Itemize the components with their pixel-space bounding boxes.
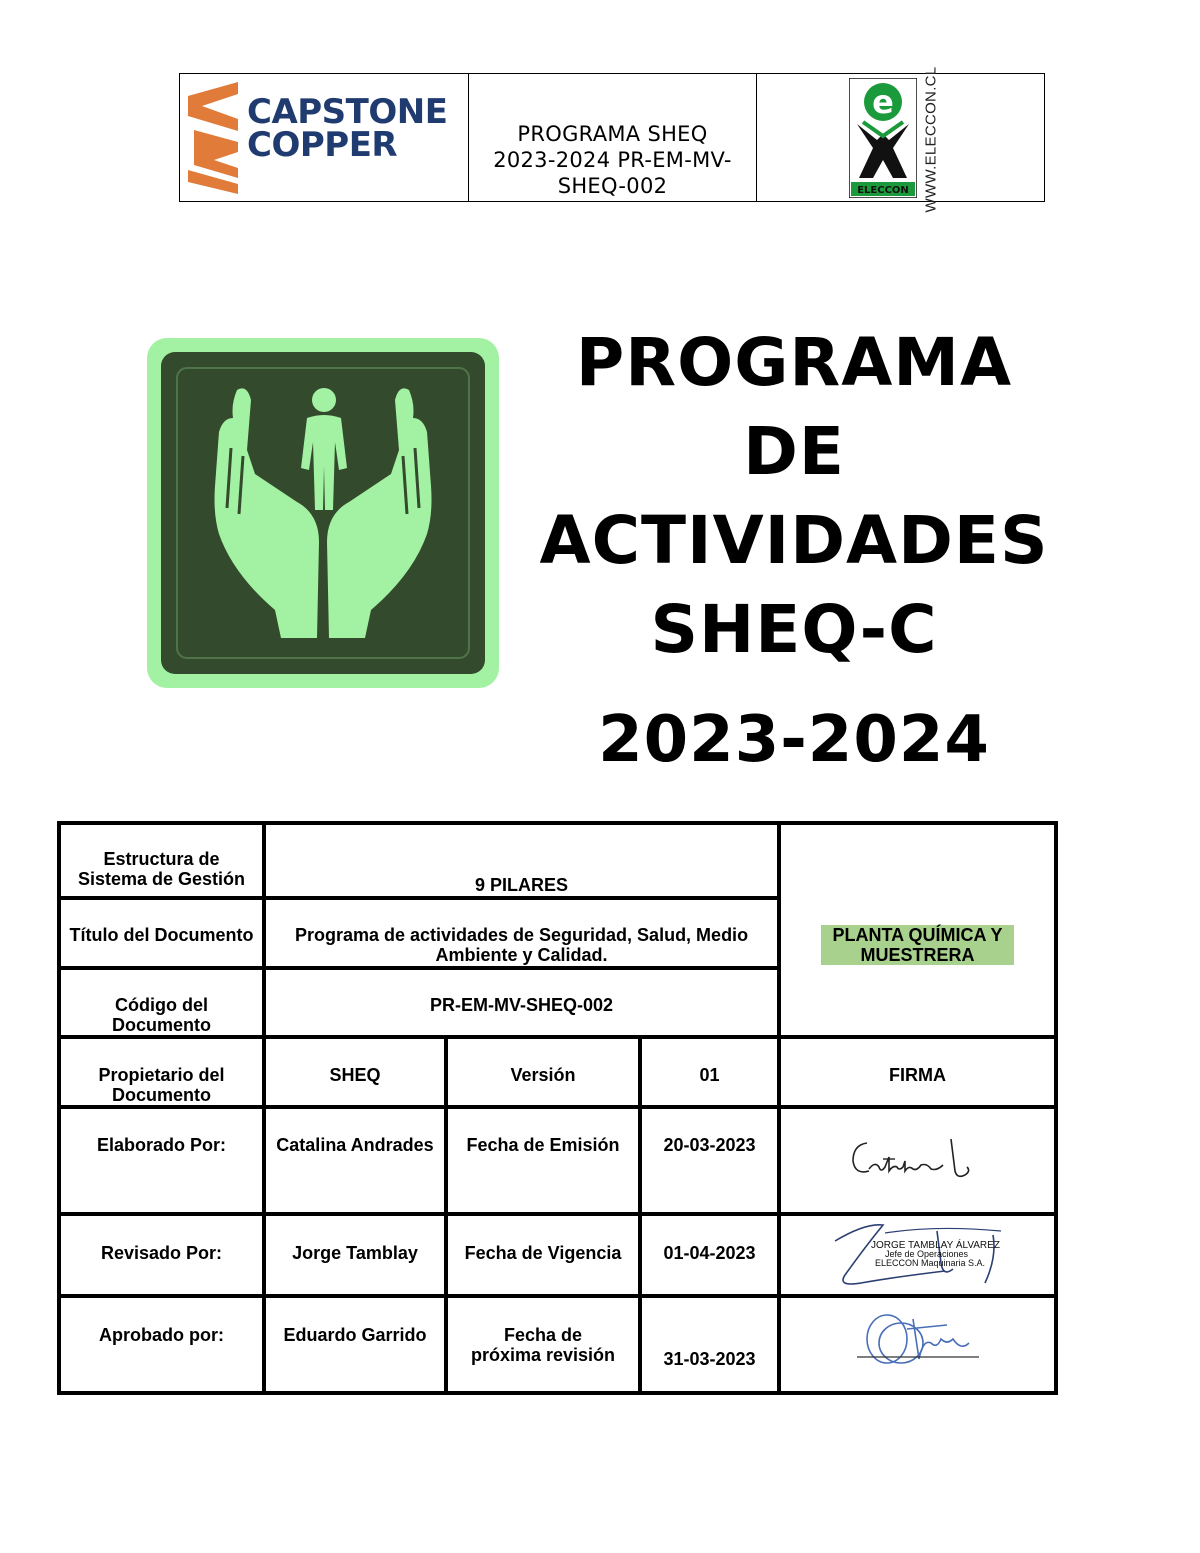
- issue-date-label: Fecha de Emisión: [466, 1135, 620, 1155]
- owner-label: Propietario del Documento: [98, 1065, 225, 1105]
- validity-date-value: 01-04-2023: [663, 1243, 756, 1263]
- signature-header: FIRMA: [889, 1065, 946, 1085]
- document-info-table: [57, 821, 1058, 1395]
- doc-code-value: PR-EM-MV-SHEQ-002: [429, 995, 614, 1015]
- reviewer-stamp: JORGE TAMBLAY ÁLVAREZ Jefe de Operaciones ELECCON Maquinaria S.A.: [871, 1240, 1000, 1268]
- reviewed-by-label: Revisado Por:: [100, 1243, 223, 1263]
- title-year: 2023-2024: [598, 703, 990, 764]
- owner-value: SHEQ: [329, 1065, 381, 1085]
- area-label: PLANTA QUÍMICA Y MUESTRERA: [781, 925, 1054, 965]
- svg-text:ELECCON: ELECCON: [857, 185, 909, 196]
- validity-date-label: Fecha de Vigencia: [464, 1243, 622, 1263]
- eleccon-logo-icon: [849, 78, 917, 198]
- approved-by-label: Aprobado por:: [99, 1325, 224, 1345]
- document-title: PROGRAMA DE ACTIVIDADES SHEQ-C 2023-2024: [520, 318, 1068, 764]
- issue-date-value: 20-03-2023: [663, 1135, 756, 1155]
- structure-label: Estructura de Sistema de Gestión: [77, 849, 246, 889]
- eleccon-logo-cell: [757, 66, 1044, 212]
- capstone-copper-logo-cell: [180, 74, 469, 201]
- document-header: [179, 66, 1045, 212]
- version-value: 01: [699, 1065, 720, 1085]
- doc-code-label: Código del Documento: [112, 995, 211, 1035]
- approved-by-name: Eduardo Garrido: [283, 1325, 427, 1345]
- reviewed-by-name: Jorge Tamblay: [292, 1243, 418, 1263]
- structure-value: 9 PILARES: [474, 875, 569, 895]
- reviewed-by-signature: [825, 1217, 1015, 1293]
- prepared-by-label: Elaborado Por:: [96, 1135, 226, 1155]
- svg-text:e: e: [872, 83, 894, 121]
- capstone-copper-wordmark: CAPSTONE COPPER: [247, 92, 448, 165]
- version-label: Versión: [510, 1065, 576, 1085]
- doc-title-label: Título del Documento: [69, 925, 254, 945]
- next-review-date-value: 31-03-2023: [663, 1349, 756, 1369]
- next-review-date-label: Fecha de próxima revisión: [470, 1325, 616, 1365]
- hands-protecting-person-icon: [147, 338, 499, 688]
- prepared-by-signature: [847, 1131, 977, 1187]
- approved-by-signature: [857, 1299, 987, 1379]
- doc-title-value: Programa de actividades de Seguridad, Salud, Medio Ambiente y Calidad.: [294, 925, 749, 965]
- capstone-chevron-icon: [188, 82, 244, 194]
- prepared-by-name: Catalina Andrades: [276, 1135, 434, 1155]
- eleccon-url: WWW.ELECCON.CL: [922, 66, 940, 212]
- program-code-cell: [469, 74, 757, 201]
- program-code: PROGRAMA SHEQ 2023-2024 PR-EM-MV-SHEQ-002: [493, 122, 732, 198]
